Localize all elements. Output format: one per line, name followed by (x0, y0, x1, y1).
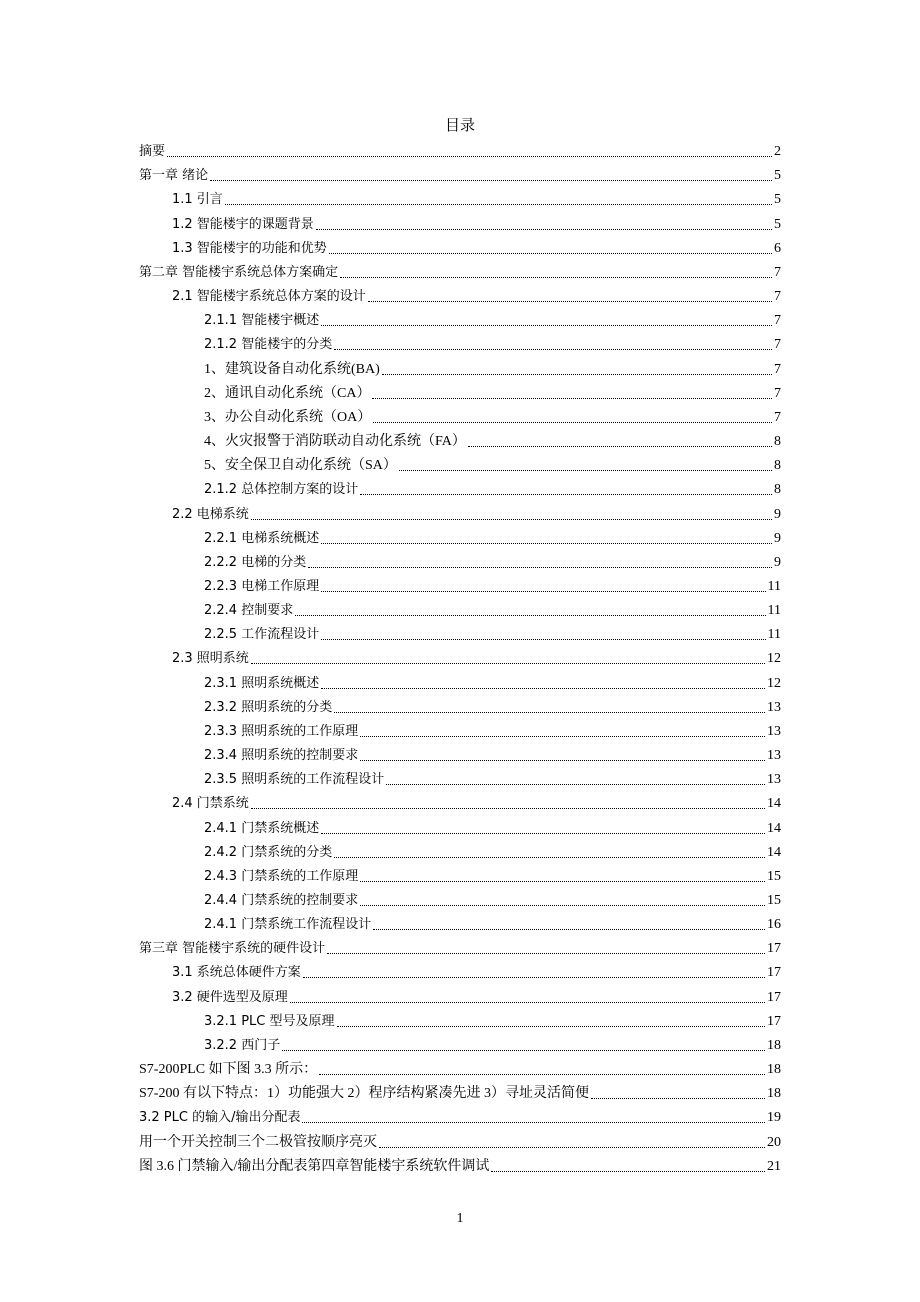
toc-entry[interactable] (139, 354, 781, 378)
toc-entry[interactable] (139, 765, 781, 789)
toc-entry-label: S7-200PLC 如下图 3.3 所示： (139, 1062, 318, 1078)
toc-entry-label: 2.2 电梯系统 (172, 506, 249, 522)
toc-entry-page: 17 (767, 941, 781, 957)
toc-entry[interactable] (139, 499, 781, 523)
dot-leader (290, 1002, 765, 1003)
toc-entry-label: 1.1 引言 (172, 192, 223, 208)
dot-leader (319, 1074, 765, 1075)
toc-entry[interactable] (139, 789, 781, 813)
toc-entry-label: 2.1 智能楼宇系统总体方案的设计 (172, 289, 366, 305)
dot-leader (468, 446, 772, 447)
toc-entry-label: S7-200 有以下特点：1）功能强大 2）程序结构紧凑先进 3）寻址灵活简便 (139, 1086, 589, 1102)
toc-entry[interactable] (139, 548, 781, 572)
toc-entry-label: 2.2.1 电梯系统概述 (204, 530, 320, 546)
toc-entry-page: 2 (774, 144, 781, 160)
toc-entry-page: 16 (767, 917, 781, 933)
toc-entry[interactable] (139, 475, 781, 499)
toc-entry-page: 18 (767, 1062, 781, 1078)
dot-leader (251, 808, 765, 809)
toc-entry-label: 3.2.2 西门子 (204, 1037, 281, 1053)
toc-entry-page: 9 (774, 530, 781, 546)
toc-entry[interactable] (139, 137, 781, 161)
toc-entry[interactable] (139, 693, 781, 717)
table-of-contents (139, 137, 781, 1176)
toc-entry-label: 2.3.4 照明系统的控制要求 (204, 748, 359, 764)
toc-entry-label: 2.3 照明系统 (172, 651, 249, 667)
dot-leader (360, 494, 772, 495)
dot-leader (382, 374, 772, 375)
toc-entry[interactable] (139, 1055, 781, 1079)
toc-entry[interactable] (139, 644, 781, 668)
toc-entry-page: 7 (774, 289, 781, 305)
toc-entry-label: 第二章 智能楼宇系统总体方案确定 (139, 264, 339, 280)
dot-leader (334, 349, 772, 350)
toc-entry-label: 2.1.1 智能楼宇概述 (204, 313, 320, 329)
toc-entry[interactable] (139, 620, 781, 644)
dot-leader (368, 301, 772, 302)
toc-entry[interactable] (139, 813, 781, 837)
toc-entry-label: 3.1 系统总体硬件方案 (172, 965, 301, 981)
toc-entry[interactable] (139, 379, 781, 403)
toc-entry[interactable] (139, 886, 781, 910)
dot-leader (210, 180, 772, 181)
toc-entry-page: 13 (767, 699, 781, 715)
toc-entry-page: 17 (767, 1013, 781, 1029)
toc-entry[interactable] (139, 161, 781, 185)
toc-entry-label: 2.3.2 照明系统的分类 (204, 699, 333, 715)
toc-entry-label: 图 3.6 门禁输入/输出分配表第四章智能楼宇系统软件调试 (139, 1158, 490, 1174)
toc-entry-label: 2.4.1 门禁系统工作流程设计 (204, 917, 372, 933)
toc-entry-label: 2.4 门禁系统 (172, 796, 249, 812)
toc-entry-label: 2、通讯自动化系统（CA） (204, 385, 371, 401)
dot-leader (316, 229, 772, 230)
toc-entry-label: 3.2 PLC 的输入/输出分配表 (139, 1110, 301, 1126)
toc-entry-page: 14 (767, 820, 781, 836)
dot-leader (321, 688, 765, 689)
toc-entry[interactable] (139, 403, 781, 427)
dot-leader (360, 736, 765, 737)
toc-entry-page: 7 (774, 313, 781, 329)
toc-entry[interactable] (139, 1127, 781, 1151)
toc-entry-page: 18 (767, 1086, 781, 1102)
toc-entry[interactable] (139, 1031, 781, 1055)
toc-entry-page: 9 (774, 506, 781, 522)
toc-entry[interactable] (139, 1152, 781, 1176)
toc-entry[interactable] (139, 596, 781, 620)
toc-entry-page: 7 (774, 264, 781, 280)
dot-leader (386, 784, 765, 785)
toc-entry-page: 8 (774, 482, 781, 498)
toc-entry-label: 第三章 智能楼宇系统的硬件设计 (139, 941, 326, 957)
dot-leader (360, 881, 765, 882)
page-number: 1 (456, 1211, 464, 1226)
dot-leader (491, 1171, 765, 1172)
toc-entry-page: 20 (767, 1134, 781, 1150)
toc-entry-page: 21 (767, 1158, 781, 1174)
toc-entry-label: 3、办公自动化系统（OA） (204, 409, 372, 425)
dot-leader (302, 1122, 765, 1123)
dot-leader (321, 833, 765, 834)
toc-entry[interactable] (139, 1103, 781, 1127)
toc-entry[interactable] (139, 524, 781, 548)
toc-entry-page: 11 (767, 603, 781, 619)
toc-entry-page: 9 (774, 554, 781, 570)
toc-entry-label: 2.3.3 照明系统的工作原理 (204, 723, 359, 739)
toc-entry-label: 2.2.2 电梯的分类 (204, 554, 307, 570)
toc-entry-page: 13 (767, 772, 781, 788)
dot-leader (399, 470, 772, 471)
toc-entry-label: 2.3.5 照明系统的工作流程设计 (204, 772, 385, 788)
dot-leader (251, 519, 772, 520)
toc-entry-label: 1、建筑设备自动化系统(BA) (204, 361, 380, 377)
toc-entry[interactable] (139, 427, 781, 451)
toc-entry[interactable] (139, 668, 781, 692)
dot-leader (321, 639, 765, 640)
dot-leader (225, 204, 772, 205)
toc-entry[interactable] (139, 306, 781, 330)
toc-entry-page: 5 (774, 168, 781, 184)
toc-entry-page: 14 (767, 844, 781, 860)
toc-entry[interactable] (139, 572, 781, 596)
toc-entry-label: 2.4.1 门禁系统概述 (204, 820, 320, 836)
dot-leader (340, 277, 772, 278)
toc-entry-label: 2.4.2 门禁系统的分类 (204, 844, 333, 860)
toc-entry[interactable] (139, 1007, 781, 1031)
toc-entry-label: 2.2.5 工作流程设计 (204, 627, 320, 643)
toc-entry[interactable] (139, 185, 781, 209)
toc-entry-page: 8 (774, 434, 781, 450)
toc-entry[interactable] (139, 234, 781, 258)
toc-entry-page: 17 (767, 965, 781, 981)
toc-entry[interactable] (139, 209, 781, 233)
toc-entry-page: 5 (774, 216, 781, 232)
toc-entry-label: 第一章 绪论 (139, 168, 209, 184)
toc-entry[interactable] (139, 958, 781, 982)
toc-entry[interactable] (139, 934, 781, 958)
toc-entry-label: 2.3.1 照明系统概述 (204, 675, 320, 691)
dot-leader (373, 422, 772, 423)
toc-entry-page: 11 (767, 578, 781, 594)
toc-entry-page: 11 (767, 627, 781, 643)
toc-entry-label: 摘要 (139, 144, 166, 160)
toc-entry-page: 6 (774, 240, 781, 256)
dot-leader (329, 253, 772, 254)
toc-entry-page: 12 (767, 675, 781, 691)
dot-leader (379, 1147, 765, 1148)
toc-entry[interactable] (139, 910, 781, 934)
toc-entry-page: 14 (767, 796, 781, 812)
toc-entry[interactable] (139, 717, 781, 741)
toc-entry-page: 8 (774, 458, 781, 474)
toc-entry-page: 7 (774, 337, 781, 353)
toc-entry-page: 5 (774, 192, 781, 208)
toc-entry-label: 4、火灾报警于消防联动自动化系统（FA） (204, 434, 466, 450)
dot-leader (321, 591, 765, 592)
dot-leader (334, 712, 765, 713)
toc-entry-label: 2.4.3 门禁系统的工作原理 (204, 868, 359, 884)
toc-entry-label: 2.4.4 门禁系统的控制要求 (204, 893, 359, 908)
toc-entry[interactable] (139, 741, 781, 765)
toc-entry[interactable] (139, 282, 781, 306)
toc-entry-page: 17 (767, 989, 781, 1005)
toc-entry-label: 用一个开关控制三个二极管按顺序亮灭 (139, 1134, 377, 1150)
dot-leader (308, 567, 772, 568)
toc-entry[interactable] (139, 330, 781, 354)
toc-entry-page: 19 (767, 1110, 781, 1126)
dot-leader (167, 156, 772, 157)
toc-entry-label: 2.2.4 控制要求 (204, 603, 294, 619)
toc-entry-page: 15 (767, 868, 781, 884)
toc-entry[interactable] (139, 862, 781, 886)
toc-entry-page: 18 (767, 1037, 781, 1053)
dot-leader (327, 953, 765, 954)
toc-entry-label: 2.1.2 总体控制方案的设计 (204, 482, 359, 498)
toc-entry-page: 7 (774, 409, 781, 425)
toc-entry-label: 1.3 智能楼宇的功能和优势 (172, 240, 327, 256)
toc-entry-page: 7 (774, 361, 781, 377)
toc-entry-page: 15 (767, 893, 781, 908)
toc-title: 目录 (444, 118, 475, 134)
dot-leader (591, 1098, 765, 1099)
dot-leader (303, 977, 765, 978)
dot-leader (337, 1026, 765, 1027)
toc-entry-label: 5、安全保卫自动化系统（SA） (204, 458, 397, 474)
toc-entry[interactable] (139, 451, 781, 475)
toc-entry-page: 13 (767, 748, 781, 764)
dot-leader (360, 760, 765, 761)
toc-entry[interactable] (139, 258, 781, 282)
toc-entry-label: 2.1.2 智能楼宇的分类 (204, 337, 333, 353)
dot-leader (360, 905, 765, 906)
dot-leader (295, 615, 765, 616)
dot-leader (334, 857, 765, 858)
dot-leader (373, 929, 765, 930)
dot-leader (251, 663, 765, 664)
dot-leader (282, 1050, 765, 1051)
toc-entry-label: 3.2 硬件选型及原理 (172, 989, 288, 1005)
toc-entry-label: 2.2.3 电梯工作原理 (204, 578, 320, 594)
toc-entry-label: 1.2 智能楼宇的课题背景 (172, 216, 314, 232)
toc-entry[interactable] (139, 1079, 781, 1103)
toc-entry-label: 3.2.1 PLC 型号及原理 (204, 1013, 335, 1029)
dot-leader (321, 325, 772, 326)
toc-entry-page: 12 (767, 651, 781, 667)
dot-leader (372, 398, 772, 399)
toc-entry-page: 13 (767, 723, 781, 739)
toc-entry[interactable] (139, 982, 781, 1006)
toc-entry-page: 7 (774, 385, 781, 401)
dot-leader (321, 543, 772, 544)
toc-entry[interactable] (139, 838, 781, 862)
